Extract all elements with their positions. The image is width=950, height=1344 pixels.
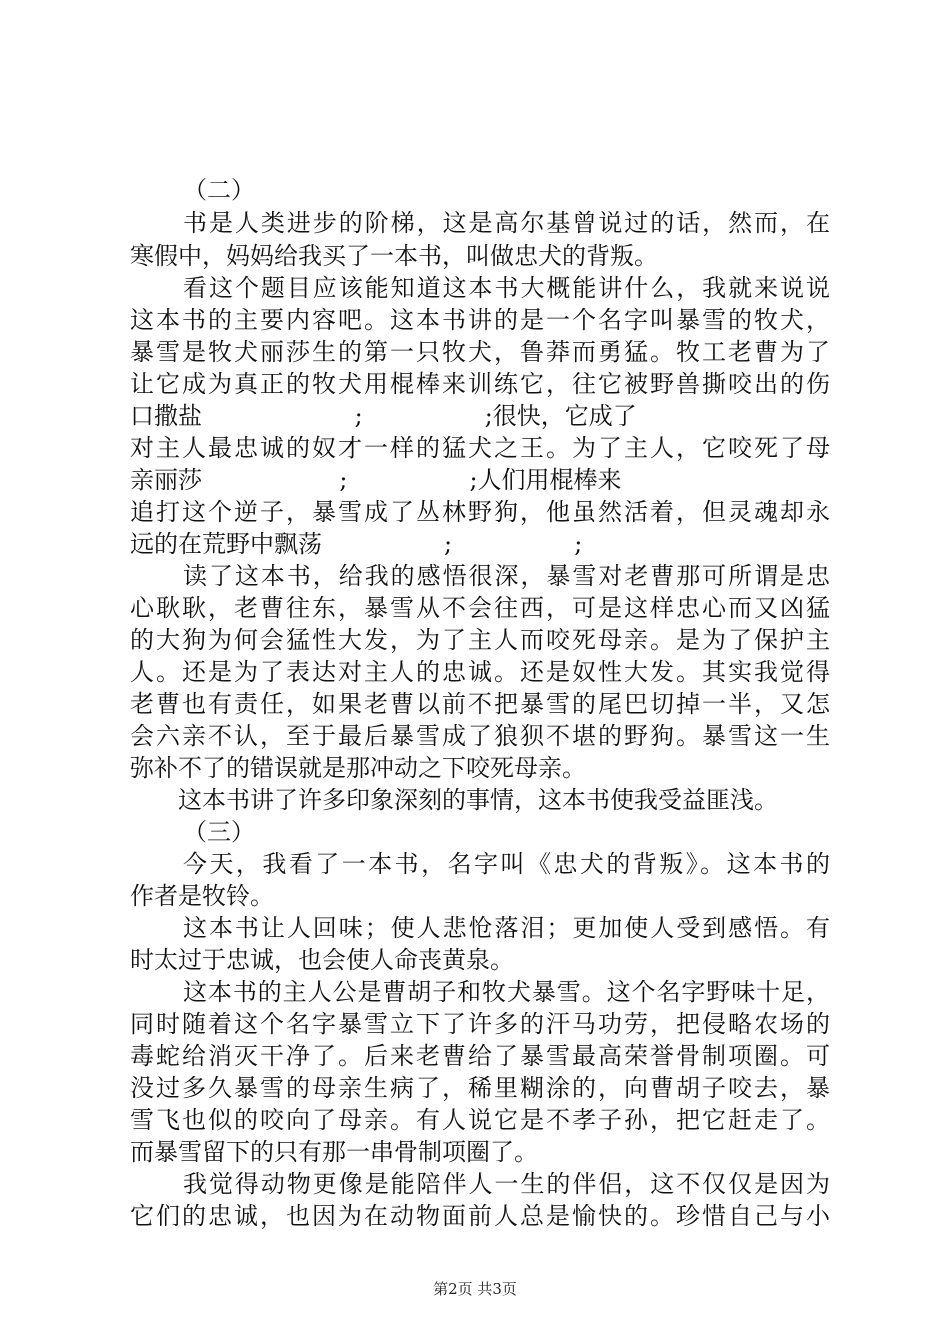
paragraph-line: 远的在荒野中飘荡 ; ; <box>130 530 583 558</box>
paragraph-line: 老曹也有责任，如果老曹以前不把暴雪的尾巴切掉一半，又怎 <box>130 690 830 718</box>
paragraph-line: 这本书的主人公是曹胡子和牧犬暴雪。这个名字野味十足， <box>183 978 830 1006</box>
paragraph-line: 雪飞也似的咬向了母亲。有人说它是不孝子孙，把它赶走了。 <box>130 1106 830 1134</box>
section-heading-2: （二） <box>183 176 255 204</box>
paragraph-line: 这本书的主要内容吧。这本书讲的是一个名字叫暴雪的牧犬， <box>130 306 830 334</box>
paragraph-line: 同时随着这个名字暴雪立下了许多的汗马功劳，把侵略农场的 <box>130 1010 830 1038</box>
paragraph-line: 寒假中，妈妈给我买了一本书，叫做忠犬的背叛。 <box>130 242 658 270</box>
paragraph-line: 弥补不了的错误就是那冲动之下咬死母亲。 <box>130 754 586 782</box>
paragraph-line: 人。还是为了表达对主人的忠诚。还是奴性大发。其实我觉得 <box>130 658 830 686</box>
paragraph-line: 对主人最忠诚的奴才一样的猛犬之王。为了主人，它咬死了母 <box>130 434 830 462</box>
paragraph-line: 暴雪是牧犬丽莎生的第一只牧犬，鲁莽而勇猛。牧工老曹为了 <box>130 338 830 366</box>
paragraph-line: 我觉得动物更像是能陪伴人一生的伴侣，这不仅仅是因为 <box>183 1170 830 1198</box>
paragraph-line: 这本书讲了许多印象深刻的事情，这本书使我受益匪浅。 <box>178 786 778 814</box>
paragraph-line: 追打这个逆子，暴雪成了丛林野狗，他虽然活着，但灵魂却永 <box>130 498 830 526</box>
paragraph-line: 没过多久暴雪的母亲生病了，稀里糊涂的，向曹胡子咬去，暴 <box>130 1074 830 1102</box>
paragraph-line: 的大狗为何会猛性大发，为了主人而咬死母亲。是为了保护主 <box>130 626 830 654</box>
paragraph-line: 让它成为真正的牧犬用棍棒来训练它，往它被野兽撕咬出的伤 <box>130 370 830 398</box>
paragraph-line: 读了这本书，给我的感悟很深，暴雪对老曹那可所谓是忠 <box>183 562 830 590</box>
section-heading-3: （三） <box>183 818 255 846</box>
paragraph-line: 口撒盐 ; ;很快，它成了 <box>130 402 637 430</box>
page-footer: 第2页 共3页 <box>433 1280 517 1298</box>
paragraph-line: 书是人类进步的阶梯，这是高尔基曾说过的话，然而，在 <box>183 209 830 237</box>
paragraph-line: 这本书让人回味；使人悲怆落泪；更加使人受到感悟。有 <box>183 914 830 942</box>
paragraph-line: 会六亲不认，至于最后暴雪成了狼狈不堪的野狗。暴雪这一生 <box>130 722 830 750</box>
paragraph-line: 它们的忠诚，也因为在动物面前人总是愉快的。珍惜自己与小 <box>130 1202 830 1230</box>
paragraph-line: 作者是牧铃。 <box>130 882 274 910</box>
paragraph-line: 心耿耿，老曹往东，暴雪从不会往西，可是这样忠心而又凶猛 <box>130 594 830 622</box>
paragraph-line: 今天，我看了一本书，名字叫《忠犬的背叛》。这本书的 <box>183 850 830 878</box>
paragraph-line: 亲丽莎 ; ;人们用棍棒来 <box>130 466 622 494</box>
paragraph-line: 而暴雪留下的只有那一串骨制项圈了。 <box>130 1138 538 1166</box>
paragraph-line: 看这个题目应该能知道这本书大概能讲什么，我就来说说 <box>183 274 830 302</box>
paragraph-line: 毒蛇给消灭干净了。后来老曹给了暴雪最高荣誉骨制项圈。可 <box>130 1042 830 1070</box>
paragraph-line: 时太过于忠诚，也会使人命丧黄泉。 <box>130 946 514 974</box>
